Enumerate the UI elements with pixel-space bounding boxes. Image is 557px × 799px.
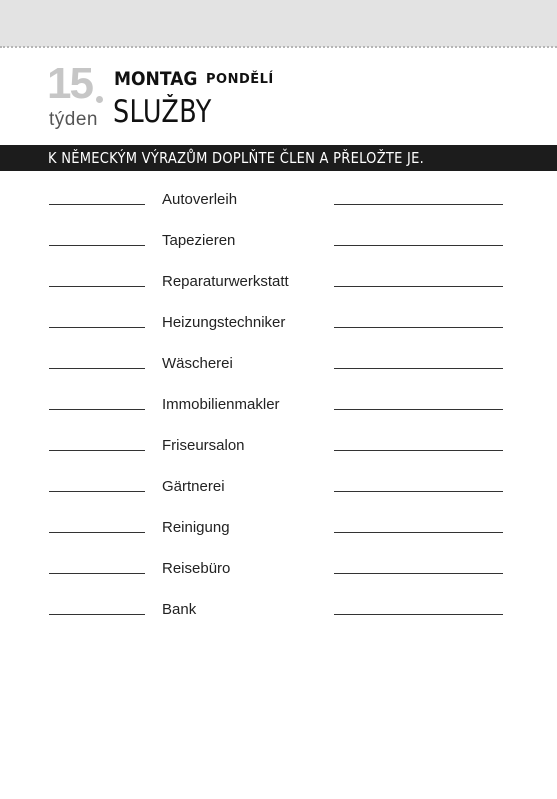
exercise-row xyxy=(0,396,557,418)
exercise-row xyxy=(0,519,557,541)
german-word: Wäscherei xyxy=(162,355,233,372)
exercise-row xyxy=(0,314,557,336)
translation-blank[interactable] xyxy=(334,245,503,246)
exercise-row xyxy=(0,191,557,213)
translation-blank[interactable] xyxy=(334,450,503,451)
translation-blank[interactable] xyxy=(334,368,503,369)
exercise-row xyxy=(0,560,557,582)
article-blank[interactable] xyxy=(49,286,145,287)
translation-blank[interactable] xyxy=(334,491,503,492)
exercise-row xyxy=(0,232,557,254)
article-blank[interactable] xyxy=(49,614,145,615)
article-blank[interactable] xyxy=(49,327,145,328)
exercise-row xyxy=(0,273,557,295)
day-czech: PONDĚLÍ xyxy=(206,72,274,87)
german-word: Tapezieren xyxy=(162,232,236,249)
article-blank[interactable] xyxy=(49,573,145,574)
week-number-dot xyxy=(96,96,103,103)
german-word: Friseursalon xyxy=(162,437,245,454)
translation-blank[interactable] xyxy=(334,286,503,287)
translation-blank[interactable] xyxy=(334,409,503,410)
translation-blank[interactable] xyxy=(334,532,503,533)
german-word: Bank xyxy=(162,601,197,618)
day-heading xyxy=(114,68,274,90)
top-strip xyxy=(0,0,557,47)
translation-blank[interactable] xyxy=(334,614,503,615)
article-blank[interactable] xyxy=(49,491,145,492)
exercise-row xyxy=(0,478,557,500)
week-label: týden xyxy=(49,109,98,130)
day-german: MONTAG xyxy=(114,68,198,90)
translation-blank[interactable] xyxy=(334,327,503,328)
translation-blank[interactable] xyxy=(334,204,503,205)
article-blank[interactable] xyxy=(49,204,145,205)
german-word: Gärtnerei xyxy=(162,478,225,495)
exercise-row xyxy=(0,601,557,623)
page-title: SLUŽBY xyxy=(113,94,212,130)
article-blank[interactable] xyxy=(49,532,145,533)
instruction-bar xyxy=(0,145,557,171)
german-word: Autoverleih xyxy=(162,191,238,208)
german-word: Immobilienmakler xyxy=(162,396,280,413)
article-blank[interactable] xyxy=(49,368,145,369)
article-blank[interactable] xyxy=(49,450,145,451)
german-word: Reparaturwerkstatt xyxy=(162,273,289,290)
article-blank[interactable] xyxy=(49,245,145,246)
german-word: Reinigung xyxy=(162,519,230,536)
perforation-line xyxy=(0,46,557,48)
exercise-row xyxy=(0,437,557,459)
week-number: 15 xyxy=(47,59,92,108)
translation-blank[interactable] xyxy=(334,573,503,574)
instruction-text: K NĚMECKÝM VÝRAZŮM DOPLŇTE ČLEN A PŘELOŽTE JE. xyxy=(48,149,425,167)
article-blank[interactable] xyxy=(49,409,145,410)
german-word: Heizungstechniker xyxy=(162,314,286,331)
german-word: Reisebüro xyxy=(162,560,231,577)
exercise-row xyxy=(0,355,557,377)
